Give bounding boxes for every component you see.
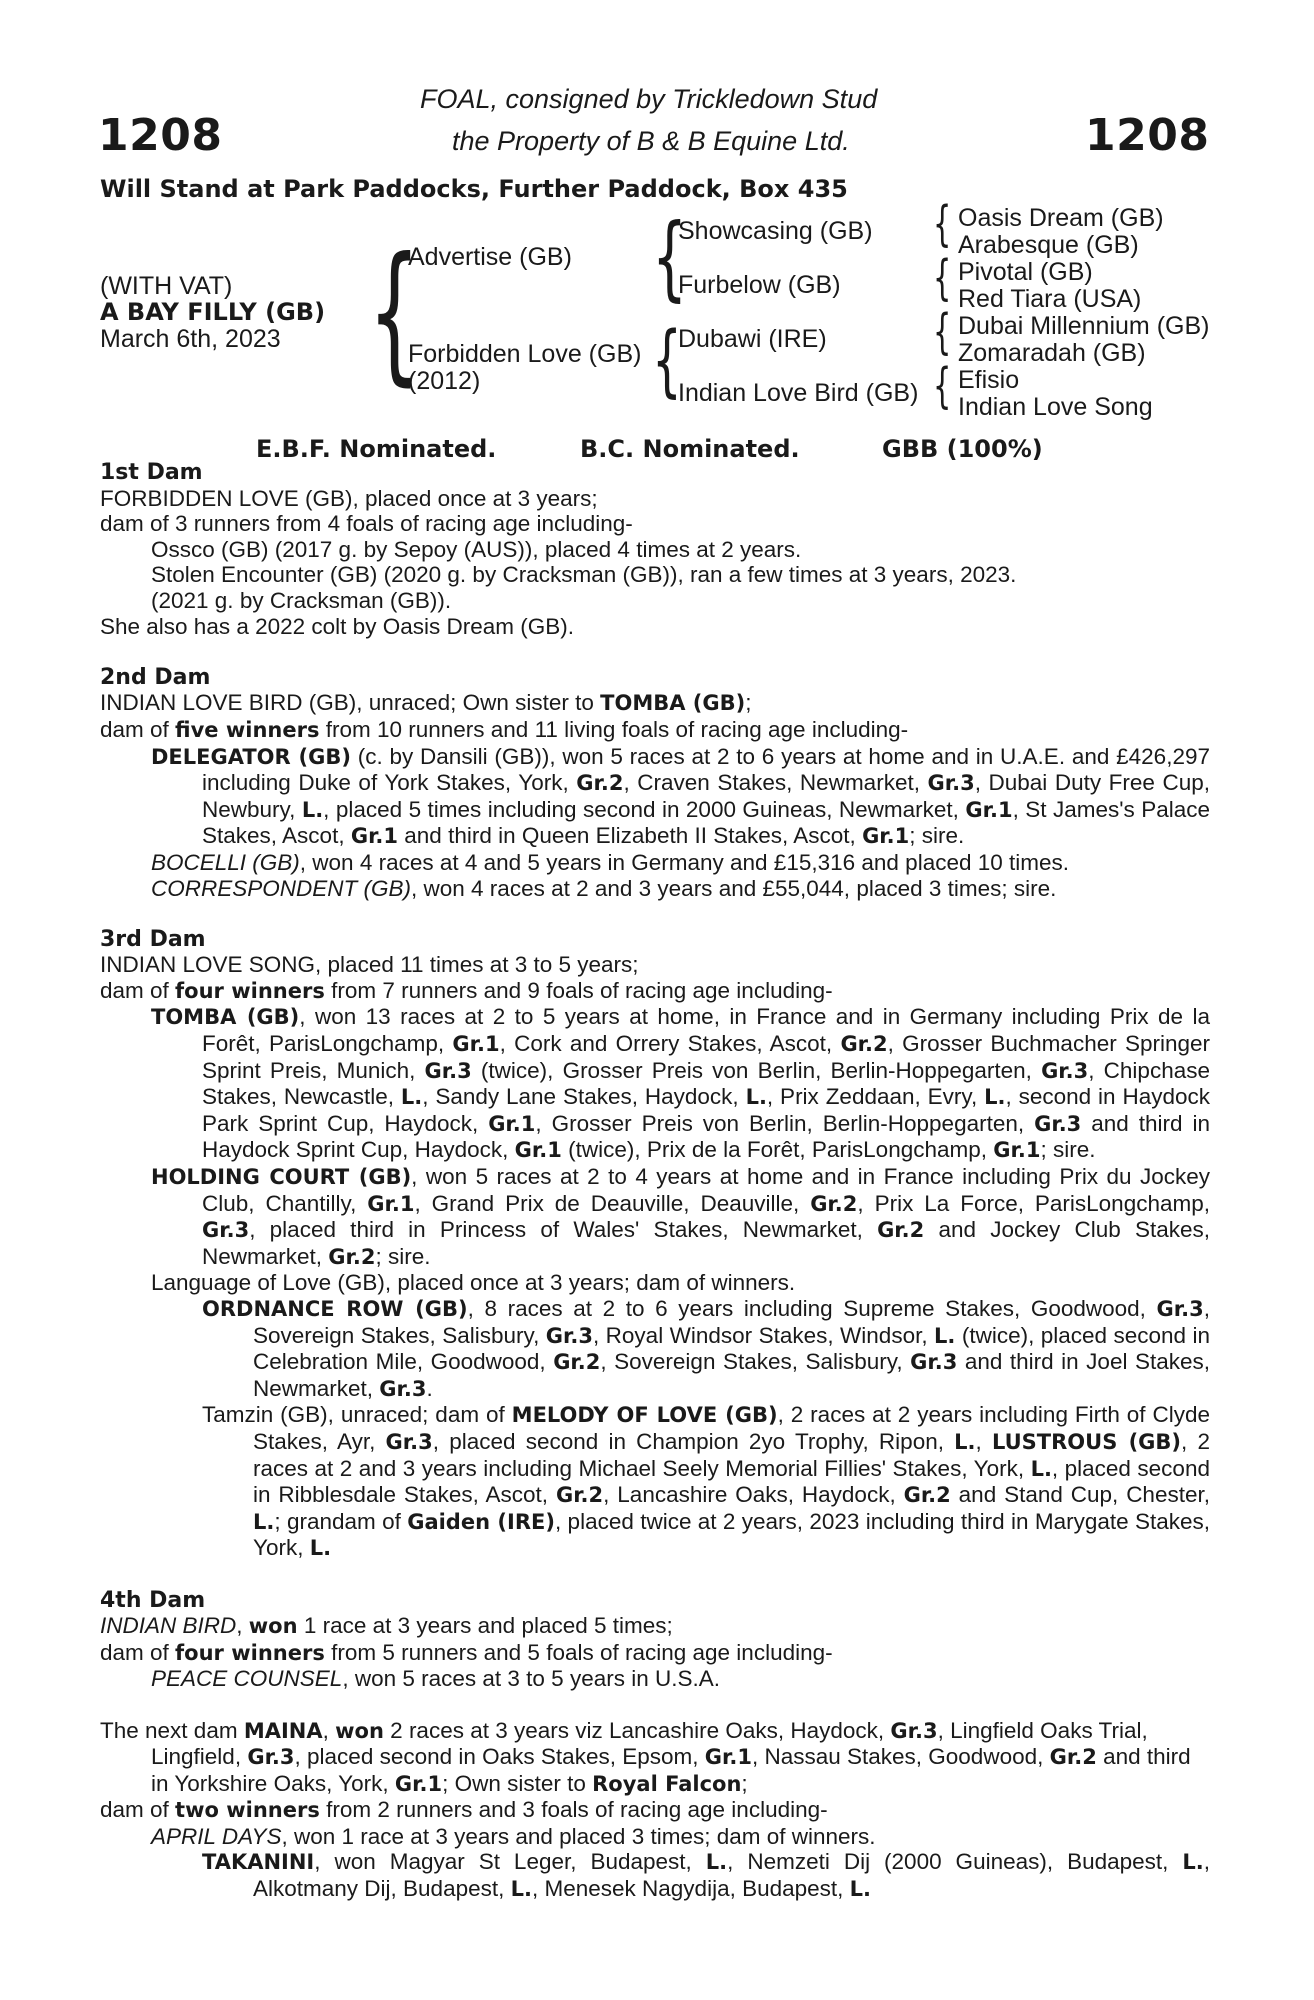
dam: Forbidden Love (GB) (408, 340, 642, 368)
grandsire-6: Zomaradah (GB) (958, 339, 1146, 367)
brace-g78: { (933, 358, 952, 414)
fourth-dam-heading: 4th Dam (100, 1587, 206, 1613)
consignor-line: FOAL, consigned by Trickledown Stud (420, 84, 878, 114)
third-dam-section (100, 927, 1210, 1562)
sire-sire: Showcasing (GB) (678, 217, 873, 245)
produce-entry: HOLDING COURT (GB), won 5 races at 2 to 4 years at home and in France including Prix du Jockey Club, Chantilly, Gr.1, Grand Prix de Deauville, Deauville, Gr.2, Prix La Force, ParisLongchamp, Gr.3, placed third in Princess of Wales' Stakes, Newmarket, Gr.2 and Jockey Club Stakes, Newmarket, Gr.2; sire. (151, 1164, 1211, 1269)
brace-dam: { (652, 316, 682, 406)
first-dam-line: FORBIDDEN LOVE (GB), placed once at 3 years; (100, 485, 598, 511)
sire-dam: Furbelow (GB) (678, 271, 841, 299)
produce-entry: APRIL DAYS, won 1 race at 3 years and placed 3 times; dam of winners. (151, 1823, 876, 1849)
grandsire-7: Efisio (958, 366, 1020, 394)
first-dam-line: She also has a 2022 colt by Oasis Dream (GB). (100, 613, 574, 639)
brace-g12: { (933, 196, 952, 252)
foaled-date: March 6th, 2023 (100, 325, 281, 353)
third-dam-line: dam of four winners from 7 runners and 9 foals of racing age including- (100, 977, 833, 1003)
grandproduce-entry: TAKANINI, won Magyar St Leger, Budapest, L., Nemzeti Dij (2000 Guineas), Budapest, L., Alkotmany Dij, Budapest, L., Menesek Nagydija, Budapest, L. (202, 1849, 1210, 1902)
next-dam-line: The next dam MAINA, won 2 races at 3 years viz Lancashire Oaks, Haydock, Gr.3, Lingfield Oaks Trial, Lingfield, Gr.3, placed second in Oaks Stakes, Epsom, Gr.1, Nassau Stakes, Goodwood, Gr.2 and third in Yorkshire Oaks, York, Gr.1; Own sister to Royal Falcon; (100, 1717, 1191, 1796)
first-dam-produce: Stolen Encounter (GB) (2020 g. by Cracksman (GB)), ran a few times at 3 years, 2023. (151, 562, 1017, 588)
grandproduce-entry: Tamzin (GB), unraced; dam of MELODY OF LOVE (GB), 2 races at 2 years including Firth of Clyde Stakes, Ayr, Gr.3, placed second in Champion 2yo Trophy, Ripon, L., LUSTROUS (GB), 2 races at 2 and 3 years including Michael Seely Memorial Fillies' Stakes, York, L., placed second in Ribblesdale Stakes, Ascot, Gr.2, Lancashire Oaks, Haydock, Gr.2 and Stand Cup, Chester, L.; grandam of Gaiden (IRE), placed twice at 2 years, 2023 including third in Marygate Stakes, York, L. (202, 1402, 1211, 1561)
brace-subject: { (368, 226, 421, 400)
fourth-dam-line: dam of four winners from 5 runners and 5 foals of racing age including- (100, 1639, 833, 1665)
grandsire-8: Indian Love Song (958, 393, 1153, 421)
fourth-dam-line: INDIAN BIRD, won 1 race at 3 years and placed 5 times; (100, 1613, 673, 1639)
brace-sire: { (652, 204, 688, 311)
lot-number-left: 1208 (98, 110, 223, 161)
brace-g34: { (933, 250, 952, 306)
dam-year: (2012) (408, 367, 481, 395)
third-dam-heading: 3rd Dam (100, 926, 206, 952)
grandsire-1: Oasis Dream (GB) (958, 204, 1164, 232)
dam-dam: Indian Love Bird (GB) (678, 379, 919, 407)
second-dam-section (100, 665, 1210, 901)
gbb-rating: GBB (100%) (882, 435, 1043, 463)
second-dam-line: dam of five winners from 10 runners and 11 living foals of racing age including- (100, 716, 909, 742)
fourth-dam-section (100, 1588, 1210, 1692)
produce-entry: TOMBA (GB), won 13 races at 2 to 5 years at home, in France and in Germany including Prix de la Forêt, ParisLongchamp, Gr.1, Cork and Orrery Stakes, Ascot, Gr.2, Grosser Buchmacher Springer Sprint Preis, Munich, Gr.3 (twice), Grosser Preis von Berlin, Berlin-Hoppegarten, Gr.3, Chipchase Stakes, Newcastle, L., Sandy Lane Stakes, Haydock, L., Prix Zeddaan, Evry, L., second in Haydock Park Sprint Cup, Haydock, Gr.1, Grosser Preis von Berlin, Berlin-Hoppegarten, Gr.3 and third in Haydock Sprint Cup, Haydock, Gr.1 (twice), Prix de la Forêt, ParisLongchamp, Gr.1; sire. (151, 1004, 1211, 1163)
ebf-nominated: E.B.F. Nominated. (256, 435, 497, 463)
produce-entry: DELEGATOR (GB) (c. by Dansili (GB)), won 5 races at 2 to 6 years at home and in U.A.E. and £426,297 including Duke of York Stakes, York, Gr.2, Craven Stakes, Newmarket, Gr.3, Dubai Duty Free Cup, Newbury, L., placed 5 times including second in 2000 Guineas, Newmarket, Gr.1, St James's Palace Stakes, Ascot, Gr.1 and third in Queen Elizabeth II Stakes, Ascot, Gr.1; sire. (151, 743, 1211, 849)
grandsire-5: Dubai Millennium (GB) (958, 312, 1210, 340)
grandsire-2: Arabesque (GB) (958, 231, 1139, 259)
stand-line: Will Stand at Park Paddocks, Further Paddock, Box 435 (100, 175, 848, 203)
subject-name: A BAY FILLY (GB) (100, 298, 326, 326)
next-dam-line: dam of two winners from 2 runners and 3 foals of racing age including- (100, 1797, 828, 1823)
dam-sire: Dubawi (IRE) (678, 325, 827, 353)
grandproduce-entry: ORDNANCE ROW (GB), 8 races at 2 to 6 years including Supreme Stakes, Goodwood, Gr.3, Sovereign Stakes, Salisbury, Gr.3, Royal Windsor Stakes, Windsor, L. (twice), placed second in Celebration Mile, Goodwood, Gr.2, Sovereign Stakes, Salisbury, Gr.3 and third in Joel Stakes, Newmarket, Gr.3. (202, 1296, 1211, 1401)
third-dam-line: INDIAN LOVE SONG, placed 11 times at 3 to 5 years; (100, 952, 639, 978)
grandsire-4: Red Tiara (USA) (958, 285, 1142, 313)
first-dam-produce: Ossco (GB) (2017 g. by Sepoy (AUS)), placed 4 times at 2 years. (151, 536, 802, 562)
second-dam-heading: 2nd Dam (100, 664, 211, 690)
first-dam-section (100, 460, 1210, 639)
vat-label: (WITH VAT) (100, 272, 233, 300)
first-dam-produce: (2021 g. by Cracksman (GB)). (151, 587, 452, 613)
produce-entry: CORRESPONDENT (GB), won 4 races at 2 and 3 years and £55,044, placed 3 times; sire. (151, 875, 1057, 901)
lot-number-right: 1208 (1085, 110, 1210, 161)
catalogue-body (100, 460, 1210, 1903)
sire: Advertise (GB) (408, 243, 572, 271)
next-dam-section (100, 1718, 1210, 1903)
property-line: the Property of B & B Equine Ltd. (452, 126, 850, 156)
second-dam-line: INDIAN LOVE BIRD (GB), unraced; Own sister to TOMBA (GB); (100, 690, 752, 716)
brace-g56: { (933, 304, 952, 360)
bc-nominated: B.C. Nominated. (580, 435, 800, 463)
produce-entry: PEACE COUNSEL, won 5 races at 3 to 5 years in U.S.A. (151, 1666, 720, 1692)
grandsire-3: Pivotal (GB) (958, 258, 1093, 286)
produce-entry: Language of Love (GB), placed once at 3 years; dam of winners. (151, 1270, 796, 1296)
first-dam-heading: 1st Dam (100, 460, 203, 485)
produce-entry: BOCELLI (GB), won 4 races at 4 and 5 years in Germany and £15,316 and placed 10 times. (151, 849, 1070, 875)
first-dam-line: dam of 3 runners from 4 foals of racing age including- (100, 511, 633, 537)
